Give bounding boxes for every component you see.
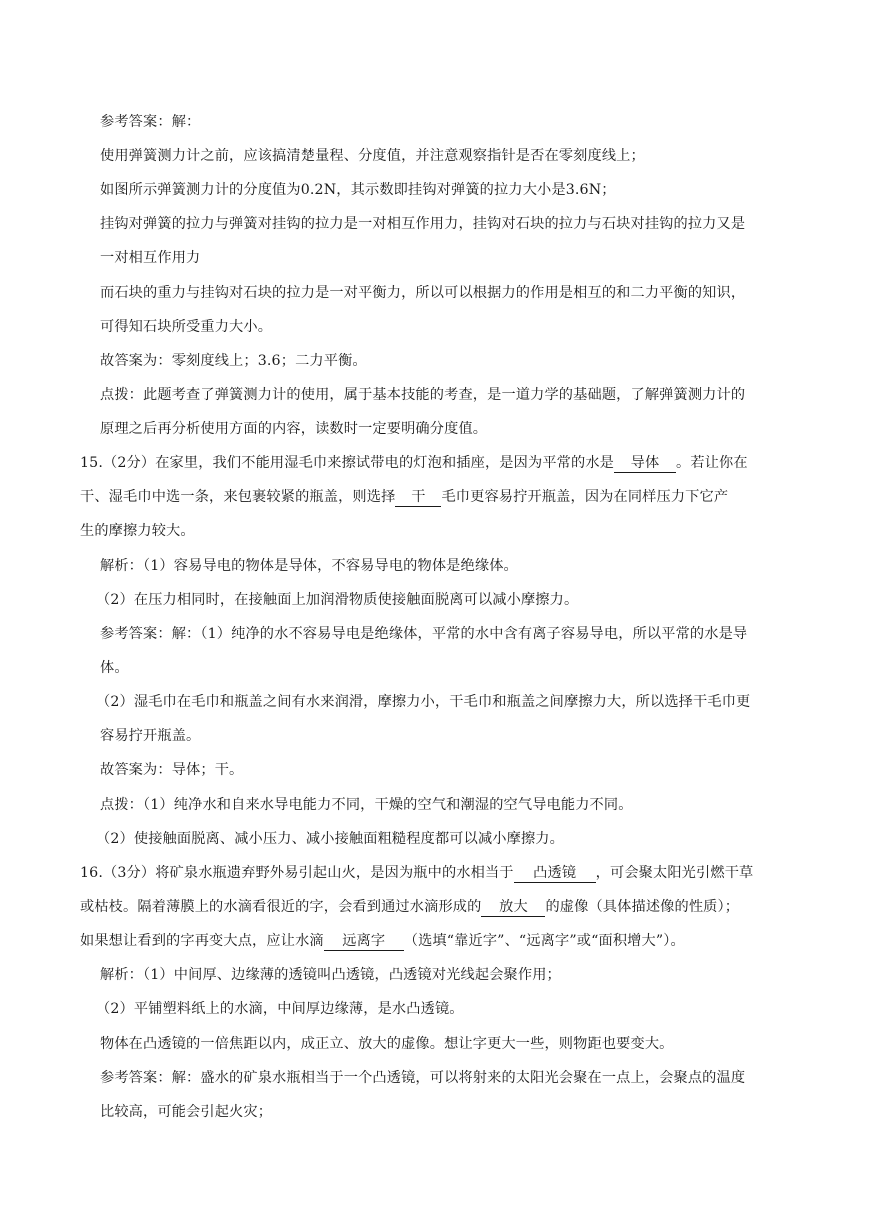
analysis-text-line: 物体在凸透镜的一倍焦距以内，成正立、放大的虚像。想让字更大一些，则物距也要变大。 (100, 1036, 674, 1052)
final-answer: 故答案为：零刻度线上；3.6；二力平衡。 (100, 353, 367, 369)
answer-text-line: 一对相互作用力 (100, 250, 201, 266)
tip-text-line: （2）使接触面脱离、减小压力、减小接触面粗糙程度都可以减小摩擦力。 (96, 831, 564, 847)
question-16-line-2 (80, 897, 739, 917)
analysis-text-line: 解析：（1）容易导电的物体是导体，不容易导电的物体是绝缘体。 (100, 558, 518, 574)
question-text: （选填“靠近字”、“远离字”或“面积增大”）。 (403, 933, 685, 949)
question-text: 的虚像（具体描述像的性质）； (545, 899, 740, 915)
tip-text-line: 原理之后再分析使用方面的内容，读数时一定要明确分度值。 (100, 421, 488, 437)
question-text: 15.（2分）在家里，我们不能用湿毛巾来擦试带电的灯泡和插座，是因为平常的水是 (80, 455, 615, 471)
question-text: 如果想让看到的字再变大点，应让水滴 (80, 933, 324, 949)
answer-blank: 远离字 (324, 933, 404, 951)
answer-text-line: 比较高，可能会引起火灾； (100, 1104, 273, 1120)
question-16-line-3 (80, 931, 685, 951)
answer-blank: 干 (395, 489, 441, 507)
analysis-text-line: （2）在压力相同时，在接触面上加润滑物质使接触面脱离可以减小摩擦力。 (96, 592, 579, 608)
question-text: 或枯枝。隔着薄膜上的水滴看很近的字，会看到通过水滴形成的 (80, 899, 482, 915)
question-text: 。若让你在 (676, 455, 748, 471)
answer-blank: 凸透镜 (514, 865, 596, 883)
answer-text-line: 参考答案：解：盛水的矿泉水瓶相当于一个凸透镜，可以将射来的太阳光会聚在一点上，会聚点的温度 (100, 1070, 746, 1086)
final-answer: 故答案为：导体；干。 (100, 762, 244, 778)
answer-text-line: 参考答案：解：（1）纯净的水不容易导电是绝缘体，平常的水中含有离子容易导电，所以平常的水是导 (100, 626, 748, 642)
question-text: 毛巾更容易拧开瓶盖，因为在同样压力下它产 (441, 489, 729, 505)
answer-text-line: 挂钩对弹簧的拉力与弹簧对挂钩的拉力是一对相互作用力，挂钩对石块的拉力与石块对挂钩的拉力又是 (100, 216, 746, 232)
analysis-text-line: （2）平铺塑料纸上的水滴，中间厚边缘薄，是水凸透镜。 (96, 1001, 464, 1017)
answer-text-line: 容易拧开瓶盖。 (100, 728, 201, 744)
tip-text-line: 点拨：（1）纯净水和自来水导电能力不同，干燥的空气和潮湿的空气导电能力不同。 (100, 797, 633, 813)
tip-text-line: 点拨：此题考查了弹簧测力计的使用，属于基本技能的考查，是一道力学的基础题，了解弹簧测力计的 (100, 387, 746, 403)
question-text: ，可会聚太阳光引燃干草 (595, 865, 754, 881)
question-text: 干、湿毛巾中选一条，来包裹较紧的瓶盖，则选择 (80, 489, 396, 505)
answer-text-line: 使用弹簧测力计之前，应该搞清楚量程、分度值，并注意观察指针是否在零刻度线上； (100, 148, 645, 164)
answer-text-line: （2）湿毛巾在毛巾和瓶盖之间有水来润滑，摩擦力小，干毛巾和瓶盖之间摩擦力大，所以选择干毛巾更 (96, 694, 751, 710)
answer-blank: 导体 (614, 455, 676, 473)
question-15-line-3: 生的摩擦力较大。 (80, 523, 195, 539)
question-text: 16.（3分）将矿泉水瓶遗弃野外易引起山火，是因为瓶中的水相当于 (80, 865, 514, 881)
answer-label: 参考答案：解： (100, 114, 201, 130)
answer-text-line: 可得知石块所受重力大小。 (100, 319, 273, 335)
answer-text-line: 体。 (100, 660, 129, 676)
question-16-line-1 (80, 863, 753, 883)
question-15-line-1 (80, 453, 748, 473)
answer-text-line: 如图所示弹簧测力计的分度值为0.2N，其示数即挂钩对弹簧的拉力大小是3.6N； (100, 182, 616, 198)
answer-text-line: 而石块的重力与挂钩对石块的拉力是一对平衡力，所以可以根据力的作用是相互的和二力平衡的知识， (100, 285, 746, 301)
question-15-line-2 (80, 487, 728, 507)
analysis-text-line: 解析：（1）中间厚、边缘薄的透镜叫凸透镜，凸透镜对光线起会聚作用； (100, 967, 561, 983)
answer-blank: 放大 (481, 899, 545, 917)
